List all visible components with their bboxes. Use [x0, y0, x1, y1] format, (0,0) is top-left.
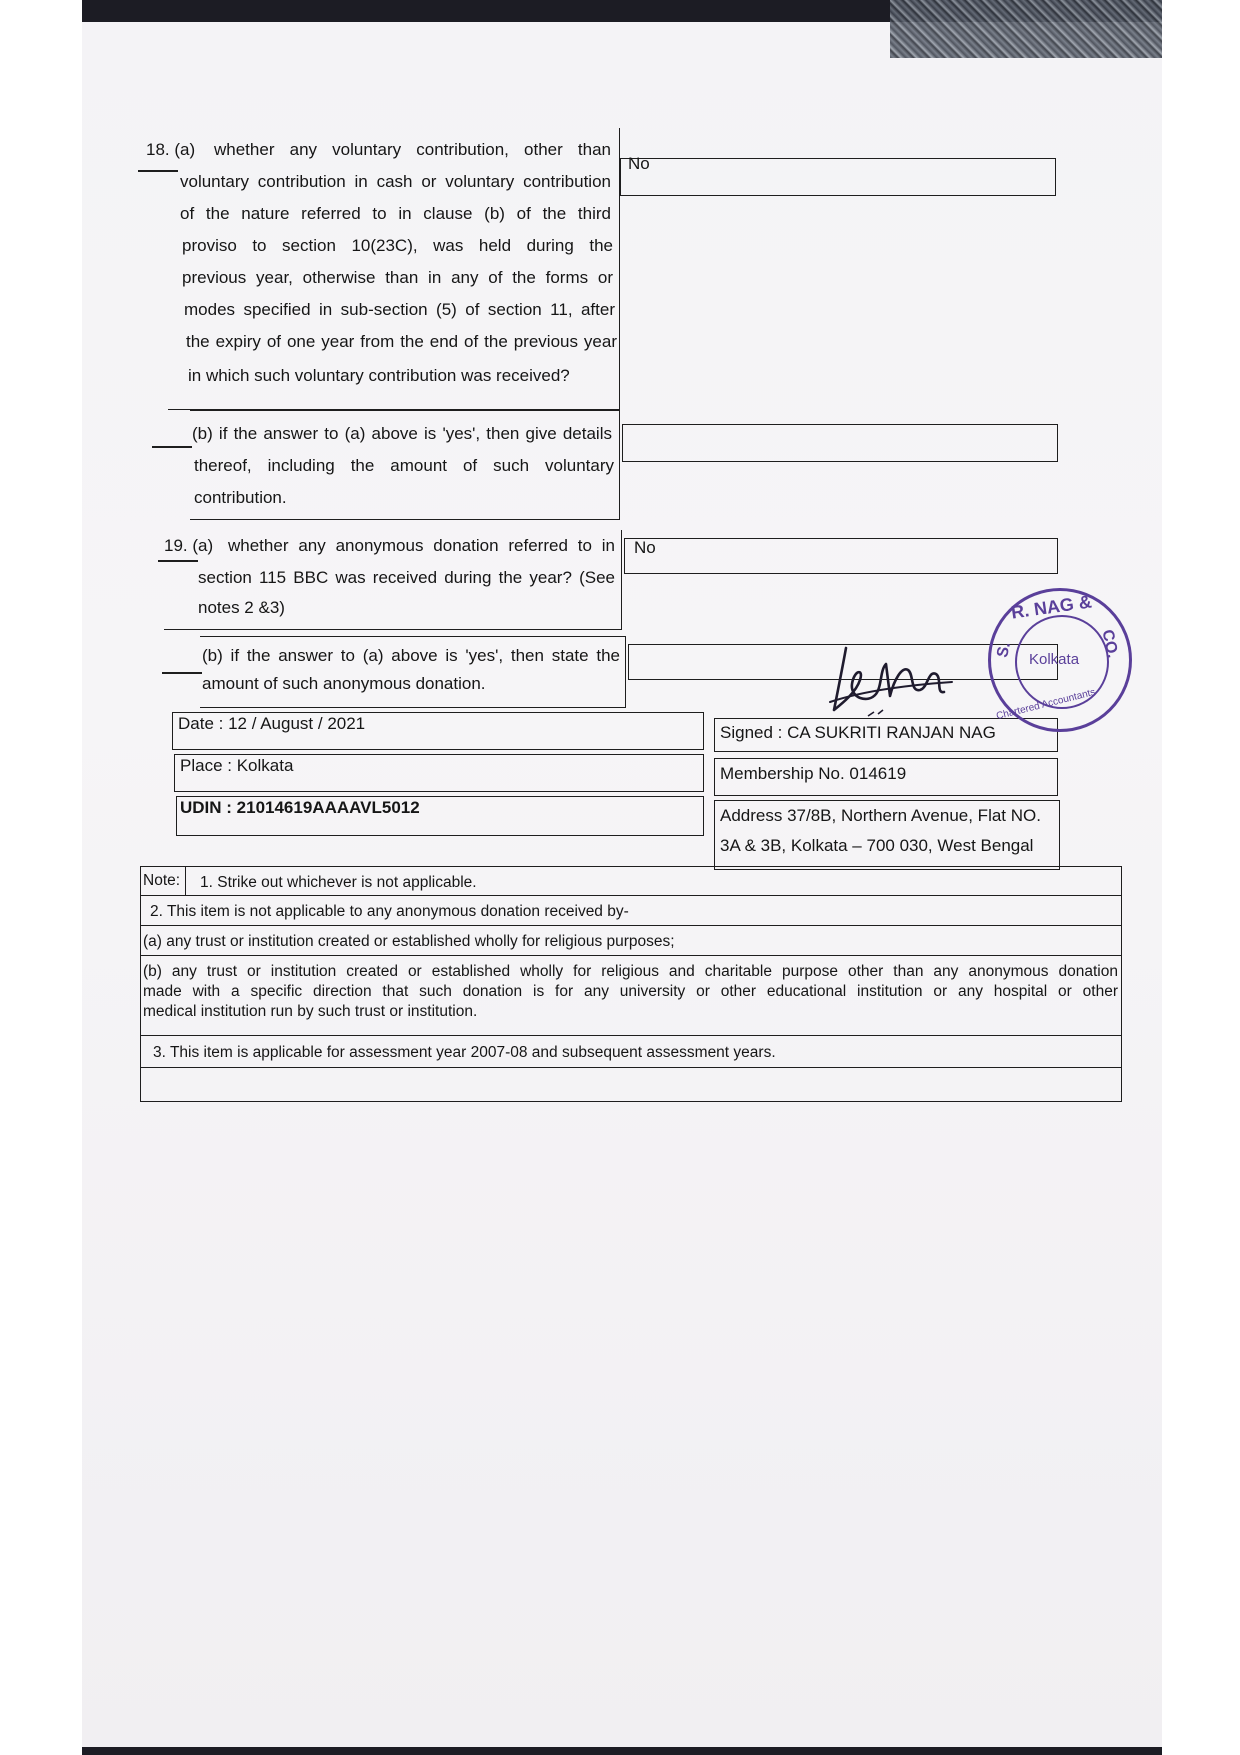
q19a-line-2: section 115 BBC was received during the year? (See	[198, 568, 615, 587]
note-2b-line-1: (b) any trust or institution created or established wholly for religious and charitable purpose other than any anonymous donation	[143, 963, 1118, 980]
q18a-line-3: of the nature referred to in clause (b) of the third	[180, 204, 611, 223]
seal-center-text: Kolkata	[1029, 651, 1080, 668]
q18a-line-2: voluntary contribution in cash or voluntary contribution	[180, 172, 611, 191]
seal-top-text: R. NAG &	[1009, 591, 1093, 623]
q18a-line-7: the expiry of one year from the end of the previous year	[186, 332, 617, 351]
q18a-line-1: whether any voluntary contribution, other than	[214, 140, 611, 159]
q19a-line-3: notes 2 &3)	[198, 598, 285, 617]
notes-row-empty	[140, 1068, 1122, 1102]
note-1: 1. Strike out whichever is not applicable.	[200, 874, 477, 891]
q18a-answer-box	[620, 158, 1056, 196]
q18a-answer: No	[628, 154, 650, 173]
q18a-number: 18. (a)	[146, 140, 196, 159]
notes-label: Note:	[143, 872, 181, 889]
seal-bottom-text: Chartered Accountants	[995, 686, 1097, 723]
q19a-number: 19. (a)	[164, 536, 214, 555]
q19b-left-rule	[162, 672, 202, 674]
q18b-left-rule	[152, 446, 192, 448]
note-2b-line-2: made with a specific direction that such donation is for any university or other educational institution or any hospital or other	[143, 983, 1118, 1000]
address-line-1: Address 37/8B, Northern Avenue, Flat NO.	[720, 806, 1041, 825]
note-2a: (a) any trust or institution created or established wholly for religious purposes;	[143, 933, 675, 950]
q18b-line-1: (b) if the answer to (a) above is 'yes', then give details	[192, 424, 612, 443]
note-2: 2. This item is not applicable to any anonymous donation received by-	[150, 903, 629, 920]
udin-text: UDIN : 21014619AAAAVL5012	[180, 798, 420, 817]
q18a-line-8: in which such voluntary contribution was received?	[188, 366, 570, 385]
q18a-left-rule	[138, 170, 178, 172]
q19b-line-2: amount of such anonymous donation.	[202, 674, 486, 693]
q18a-line-6: modes specified in sub-section (5) of section 11, after	[184, 300, 615, 319]
handwritten-signature	[824, 640, 964, 722]
q18a-line-4: proviso to section 10(23C), was held during the	[182, 236, 613, 255]
q18b-line-3: contribution.	[194, 488, 287, 507]
seal-left-text: S.	[994, 640, 1014, 660]
note-3: 3. This item is applicable for assessment year 2007-08 and subsequent assessment years.	[153, 1044, 776, 1061]
address-line-2: 3A & 3B, Kolkata – 700 030, West Bengal	[720, 836, 1034, 855]
scan-bottom-edge	[82, 1747, 1162, 1755]
date-text: Date : 12 / August / 2021	[178, 714, 366, 733]
note-2b-line-3: medical institution run by such trust or institution.	[143, 1003, 478, 1020]
q19b-line-1: (b) if the answer to (a) above is 'yes', then state the	[202, 646, 620, 665]
scan-top-corner-texture	[890, 0, 1162, 58]
q19a-line-1: whether any anonymous donation referred to in	[228, 536, 615, 555]
q18a-line-5: previous year, otherwise than in any of the forms or	[182, 268, 613, 287]
q19a-answer-box	[624, 538, 1058, 574]
seal-right-text: CO.	[1098, 628, 1121, 660]
signed-text: Signed : CA SUKRITI RANJAN NAG	[720, 723, 996, 742]
place-text: Place : Kolkata	[180, 756, 294, 775]
q18b-line-2: thereof, including the amount of such voluntary	[194, 456, 614, 475]
membership-text: Membership No. 014619	[720, 764, 907, 783]
ca-firm-seal-stamp	[988, 588, 1132, 732]
q18b-answer-box	[622, 424, 1058, 462]
q19a-answer: No	[634, 538, 656, 557]
